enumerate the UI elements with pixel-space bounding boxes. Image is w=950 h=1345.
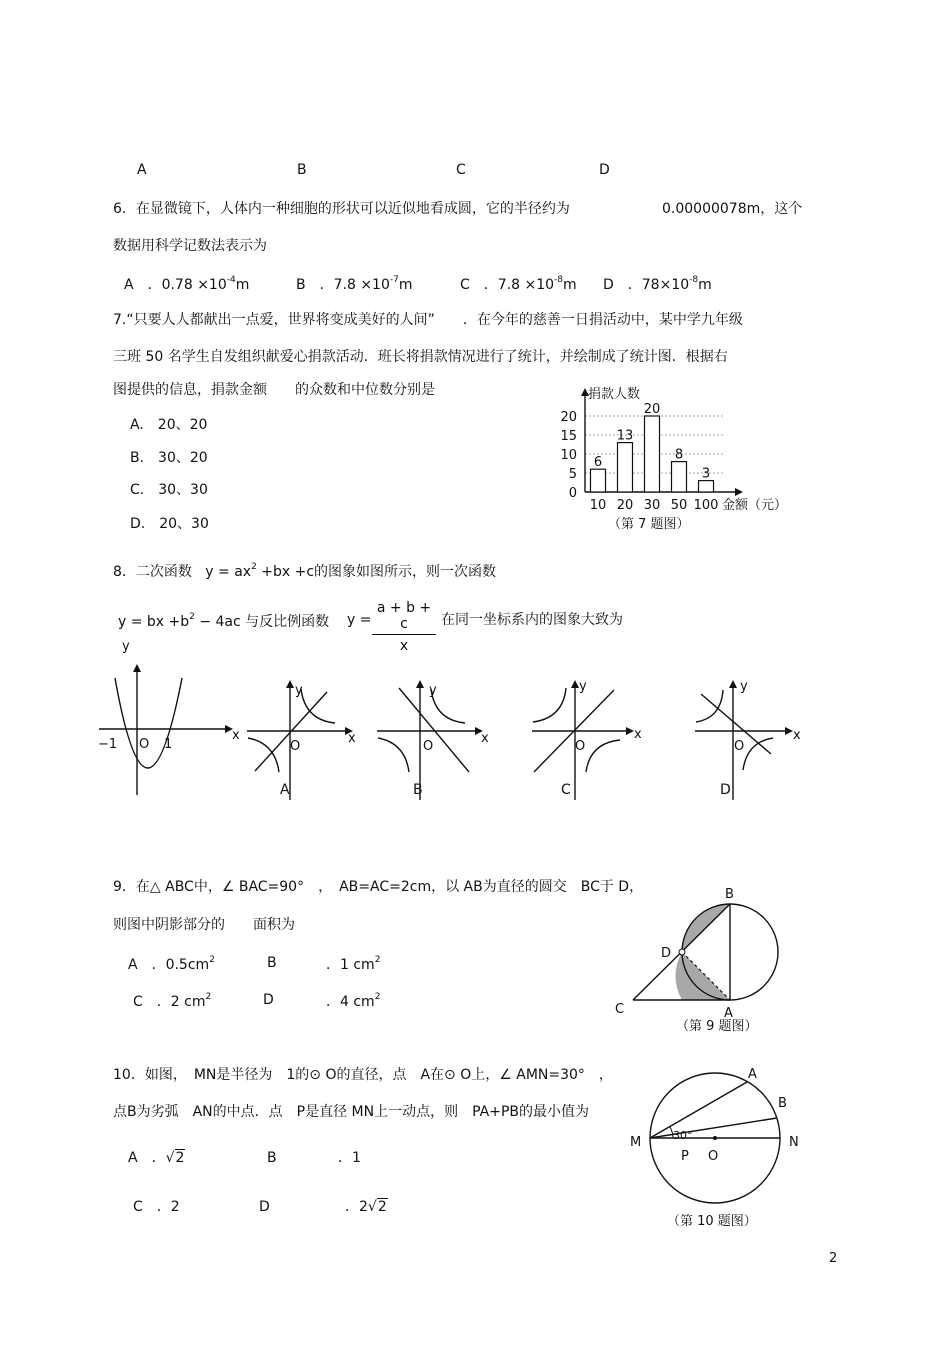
sqrt-symbol: √2 <box>367 1199 387 1215</box>
x-tick-label: 50 <box>670 498 688 513</box>
bar-value-label: 13 <box>616 428 634 444</box>
y-tick-label: 5 <box>568 467 577 482</box>
x-tick-label: 100 <box>693 498 719 513</box>
q5-option-b: B <box>297 162 307 178</box>
q10-option-b: ．1 <box>338 1150 361 1166</box>
q8-a-x-label: x <box>348 731 356 746</box>
q8-linear-function: y = bx $+b^2 - 4ac$ 与反比例函数 <box>118 612 330 630</box>
q6-stem-line1: 6．在显微镜下，人体内一种细胞的形状可以近似地看成圆，它的半径约为 <box>113 201 570 217</box>
q10-option-b-label: B <box>267 1150 277 1166</box>
bar-value-label: 20 <box>643 402 661 417</box>
q6-option-c: C ．$7.8 \times 10^{-8}m$ <box>460 275 577 293</box>
bar-value-label: 3 <box>701 466 711 482</box>
q10-option-a: A ．√2 <box>128 1150 185 1166</box>
page-number: 2 <box>829 1251 838 1266</box>
x-tick-label: 20 <box>616 498 634 513</box>
q9-option-b-label: B <box>267 955 277 971</box>
q7-figure-caption: （第 7 题图） <box>608 517 690 532</box>
q8-choice-a-label: A <box>280 782 290 798</box>
bar <box>672 462 687 492</box>
y-tick-label: 20 <box>560 410 577 425</box>
q8-d-y-label: y <box>740 679 748 694</box>
q8-eq3-denominator: x <box>399 638 409 654</box>
q8-a-origin-label: O <box>290 739 301 754</box>
bar-value-label: 8 <box>674 447 684 463</box>
q8-eq3-lhs: y = <box>347 612 372 628</box>
q6-stem-line2: 数据用科学记数法表示为 <box>113 238 267 254</box>
q9-triangle-circle-figure <box>610 880 790 1020</box>
q8-choice-a-graph <box>245 676 370 806</box>
q5-option-d: D <box>599 162 610 178</box>
q9-stem-line2: 则图中阴影部分的 面积为 <box>113 917 295 933</box>
q8-stem-line1: 8．二次函数 $y = ax^2 +bx +c$的图象如图所示，则一次函数 <box>113 562 497 580</box>
q7-stem-line3: 图提供的信息，捐款金额 的众数和中位数分别是 <box>113 382 435 398</box>
q8-choice-d-graph <box>693 676 818 806</box>
q6-value: 0.00000078m，这个 <box>662 201 803 217</box>
q10-angle-label: 30° <box>673 1129 693 1142</box>
q6-option-b: B ．$7.8 \times 10^{-7}m$ <box>296 275 413 293</box>
q8-origin-label: O <box>139 737 150 752</box>
q9-option-b: ．1 $cm^2$ <box>326 955 381 973</box>
q8-choice-c-label: C <box>561 782 571 798</box>
q7-option-d: D. 20、30 <box>130 516 209 532</box>
q9-point-d: D <box>661 946 672 961</box>
q8-b-y-label: y <box>429 683 437 698</box>
q10-point-n: N <box>789 1135 799 1150</box>
q10-figure-caption: （第 10 题图） <box>667 1214 757 1229</box>
q8-neg1-label: −1 <box>98 737 118 752</box>
q7-option-b: B. 30、20 <box>130 450 208 466</box>
bar <box>645 416 660 492</box>
q8-c-y-label: y <box>579 679 587 694</box>
q8-axis-x-label: x <box>232 728 240 743</box>
q6-option-d: D ．$78\times 10^{-8}m$ <box>603 275 712 293</box>
q7-stem-line1: 7.“只要人人都献出一点爱，世界将变成美好的人间” ．在今年的慈善一日捐活动中，某中学九年级 <box>113 312 743 328</box>
q7-option-c: C. 30、30 <box>130 482 208 498</box>
q9-point-c: C <box>615 1002 625 1017</box>
q10-point-p: P <box>681 1149 689 1164</box>
donation-bar-chart <box>555 378 795 538</box>
q8-one-label: 1 <box>164 737 173 752</box>
x-tick-label: 10 <box>589 498 607 513</box>
q9-option-c: C ．2 $cm^2$ <box>133 992 212 1010</box>
x-axis-arrow <box>735 488 743 496</box>
q10-point-o: O <box>708 1149 719 1164</box>
q9-stem-line1: 9．在△ ABC中，∠ BAC=90° ， AB=AC=2cm，以 AB为直径的圆交 BC于 D， <box>113 879 644 895</box>
q8-choice-d-label: D <box>720 782 731 798</box>
q9-option-d-label: D <box>263 992 274 1008</box>
y-axis-label: 捐款人数 <box>588 387 641 402</box>
q10-option-c: C ．2 <box>133 1199 180 1215</box>
q8-choice-c-graph <box>530 676 655 806</box>
y-tick-label: 10 <box>560 448 577 463</box>
q10-circle-figure <box>625 1060 815 1220</box>
q9-point-a: A <box>724 1006 733 1021</box>
q9-option-d: ．4 $cm^2$ <box>326 992 381 1010</box>
q9-point-b: B <box>725 887 734 902</box>
q6-option-a: A ．$0.78 \times 10^{-4}m$ <box>124 275 250 293</box>
q10-option-d: ．2√2 <box>345 1199 387 1215</box>
x-tick-label: 30 <box>643 498 661 513</box>
q5-option-a: A <box>137 162 147 178</box>
q8-c-origin-label: O <box>575 739 586 754</box>
y-tick-label: 15 <box>560 429 577 444</box>
q7-stem-line2: 三班 50 名学生自发组织献爱心捐款活动．班长将捐款情况进行了统计，并绘制成了统计图．根据右 <box>113 349 728 365</box>
q8-parabola-graph <box>95 640 245 800</box>
q8-b-origin-label: O <box>423 739 434 754</box>
q10-point-a: A <box>748 1067 757 1082</box>
q8-choice-b-graph <box>375 676 500 806</box>
bar-value-label: 6 <box>593 455 603 471</box>
q8-d-origin-label: O <box>734 739 745 754</box>
q10-point-b: B <box>778 1096 787 1111</box>
q8-stem-line2-suffix: 在同一坐标系内的图象大致为 <box>441 612 623 628</box>
q8-d-x-label: x <box>793 728 801 743</box>
q8-c-x-label: x <box>634 727 642 742</box>
q8-eq3-numerator: a + b + c <box>372 600 436 635</box>
q9-option-a: A ．$0.5cm^2$ <box>128 955 215 973</box>
q8-choice-b-label: B <box>413 782 423 798</box>
q5-option-c: C <box>456 162 466 178</box>
q10-option-d-label: D <box>259 1199 270 1215</box>
q10-point-m: M <box>630 1135 642 1150</box>
bar <box>699 481 714 492</box>
q10-stem-line1: 10．如图， MN是半径为 1的⊙ O的直径，点 A在⊙ O上，∠ AMN=30° ， <box>113 1067 613 1083</box>
q9-figure-caption: （第 9 题图） <box>676 1019 758 1034</box>
x-axis-label: 金额（元） <box>722 498 788 513</box>
q10-stem-line2: 点B为劣弧 AN的中点．点 P是直径 MN上一动点，则 PA+PB的最小值为 <box>113 1104 589 1120</box>
q8-a-y-label: y <box>295 683 303 698</box>
q8-b-x-label: x <box>481 731 489 746</box>
bar <box>618 443 633 492</box>
bar <box>591 469 606 492</box>
sqrt-symbol: √2 <box>165 1150 185 1166</box>
q7-option-a: A. 20、20 <box>130 417 208 433</box>
y-tick-label: 0 <box>568 486 577 501</box>
q8-axis-y-label: y <box>122 639 130 654</box>
q8-eq3-fraction <box>372 600 436 654</box>
